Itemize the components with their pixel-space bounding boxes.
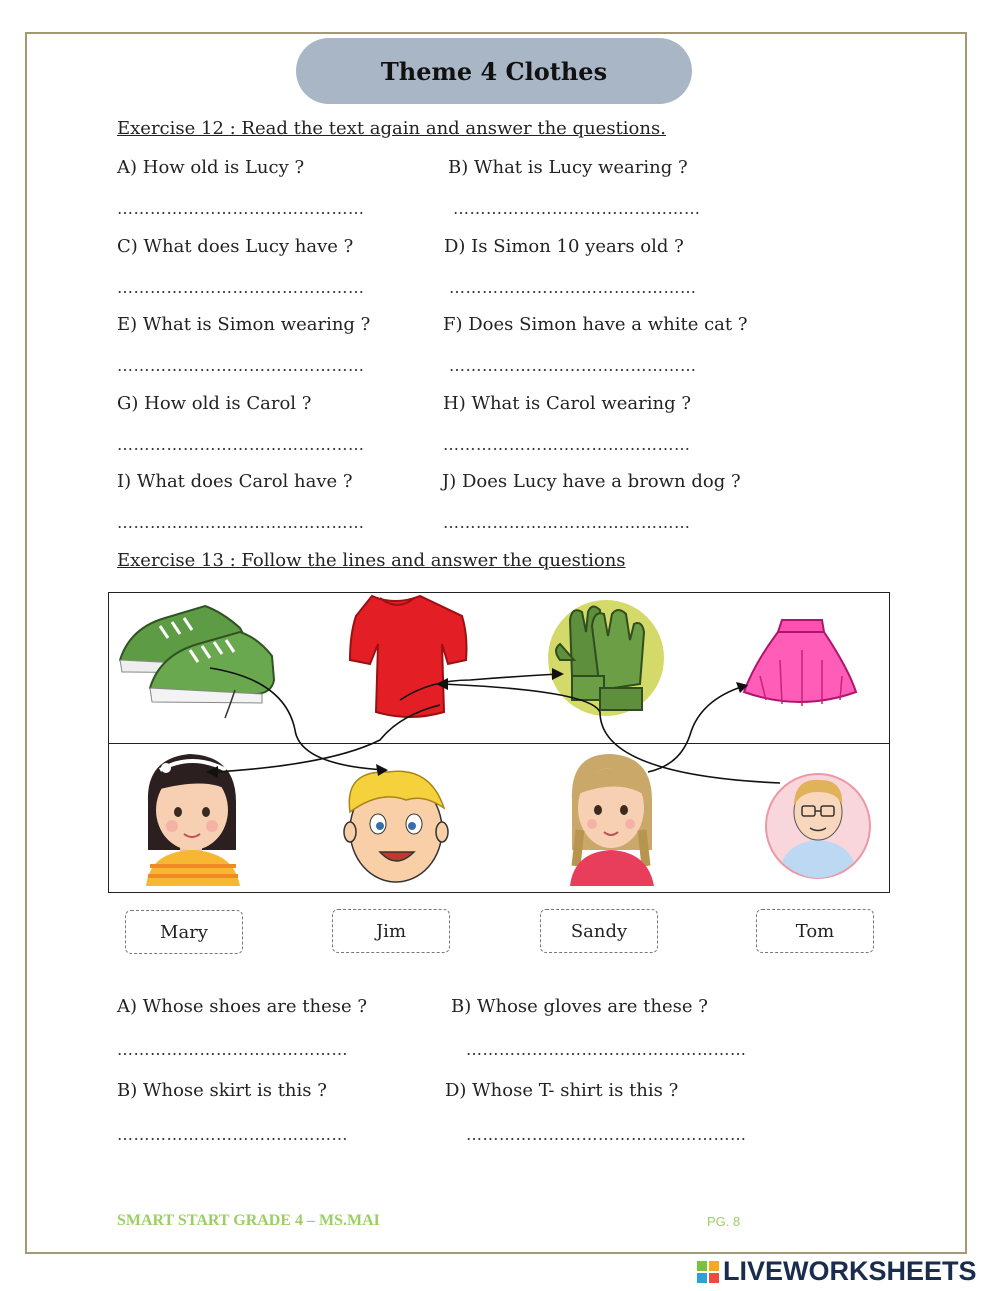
- answer-line-e[interactable]: ………………………………………: [117, 356, 365, 375]
- ex13-answer-line-c[interactable]: ……………………………………: [117, 1125, 348, 1144]
- answer-line-d[interactable]: ………………………………………: [449, 278, 697, 297]
- question-a: A) How old is Lucy ?: [117, 157, 305, 178]
- gloves-illustration: [548, 600, 664, 716]
- liveworksheets-logo-icon: [697, 1261, 719, 1283]
- answer-line-h[interactable]: ………………………………………: [443, 435, 691, 454]
- jim-illustration: [344, 771, 448, 882]
- name-box-tom: Tom: [756, 909, 874, 953]
- question-c: C) What does Lucy have ?: [117, 236, 354, 257]
- name-box-jim: Jim: [332, 909, 450, 953]
- liveworksheets-brand[interactable]: [697, 1256, 977, 1287]
- answer-line-c[interactable]: ………………………………………: [117, 278, 365, 297]
- answer-line-b[interactable]: ………………………………………: [453, 199, 701, 218]
- answer-line-i[interactable]: ………………………………………: [117, 513, 365, 532]
- connecting-lines: [210, 668, 780, 783]
- ex13-question-b: B) Whose gloves are these ?: [451, 996, 708, 1017]
- question-j: J) Does Lucy have a brown dog ?: [442, 471, 741, 492]
- question-h: H) What is Carol wearing ?: [443, 393, 692, 414]
- ex13-question-c: B) Whose skirt is this ?: [117, 1080, 327, 1101]
- t-shirt-illustration: [350, 596, 467, 717]
- page-number: PG. 8: [707, 1214, 741, 1229]
- line-sandy-skirt: [648, 686, 744, 772]
- answer-line-f[interactable]: ………………………………………: [449, 356, 697, 375]
- name-box-sandy: Sandy: [540, 909, 658, 953]
- exercise-12-heading: Exercise 12 : Read the text again and answer the questions.: [117, 118, 666, 139]
- skirt-illustration: [744, 620, 856, 706]
- question-b: B) What is Lucy wearing ?: [448, 157, 688, 178]
- ex13-question-a: A) Whose shoes are these ?: [117, 996, 368, 1017]
- sandy-illustration: [570, 754, 654, 886]
- question-g: G) How old is Carol ?: [117, 393, 312, 414]
- mary-illustration: [146, 754, 240, 886]
- ex13-answer-line-a[interactable]: ……………………………………: [117, 1040, 348, 1059]
- tom-illustration: [766, 774, 870, 878]
- footer-course-label: SMART START GRADE 4 – MS.MAI: [117, 1212, 380, 1229]
- line-arrowheads: [206, 668, 748, 778]
- brand-wordmark: LIVEWORKSHEETS: [723, 1256, 977, 1286]
- question-f: F) Does Simon have a white cat ?: [443, 314, 748, 335]
- ex13-question-d: D) Whose T- shirt is this ?: [445, 1080, 679, 1101]
- ex13-answer-line-b[interactable]: ……………………………………………: [466, 1040, 747, 1059]
- ex13-answer-line-d[interactable]: ……………………………………………: [466, 1125, 747, 1144]
- question-d: D) Is Simon 10 years old ?: [444, 236, 684, 257]
- exercise-13-heading: Exercise 13 : Follow the lines and answer the questions: [117, 550, 626, 571]
- name-box-mary: Mary: [125, 910, 243, 954]
- sneakers-illustration: [120, 606, 274, 718]
- answer-line-j[interactable]: ………………………………………: [443, 513, 691, 532]
- answer-line-g[interactable]: ………………………………………: [117, 435, 365, 454]
- page-title: Theme 4 Clothes: [296, 38, 692, 104]
- question-e: E) What is Simon wearing ?: [117, 314, 371, 335]
- question-i: I) What does Carol have ?: [117, 471, 353, 492]
- answer-line-a[interactable]: ………………………………………: [117, 199, 365, 218]
